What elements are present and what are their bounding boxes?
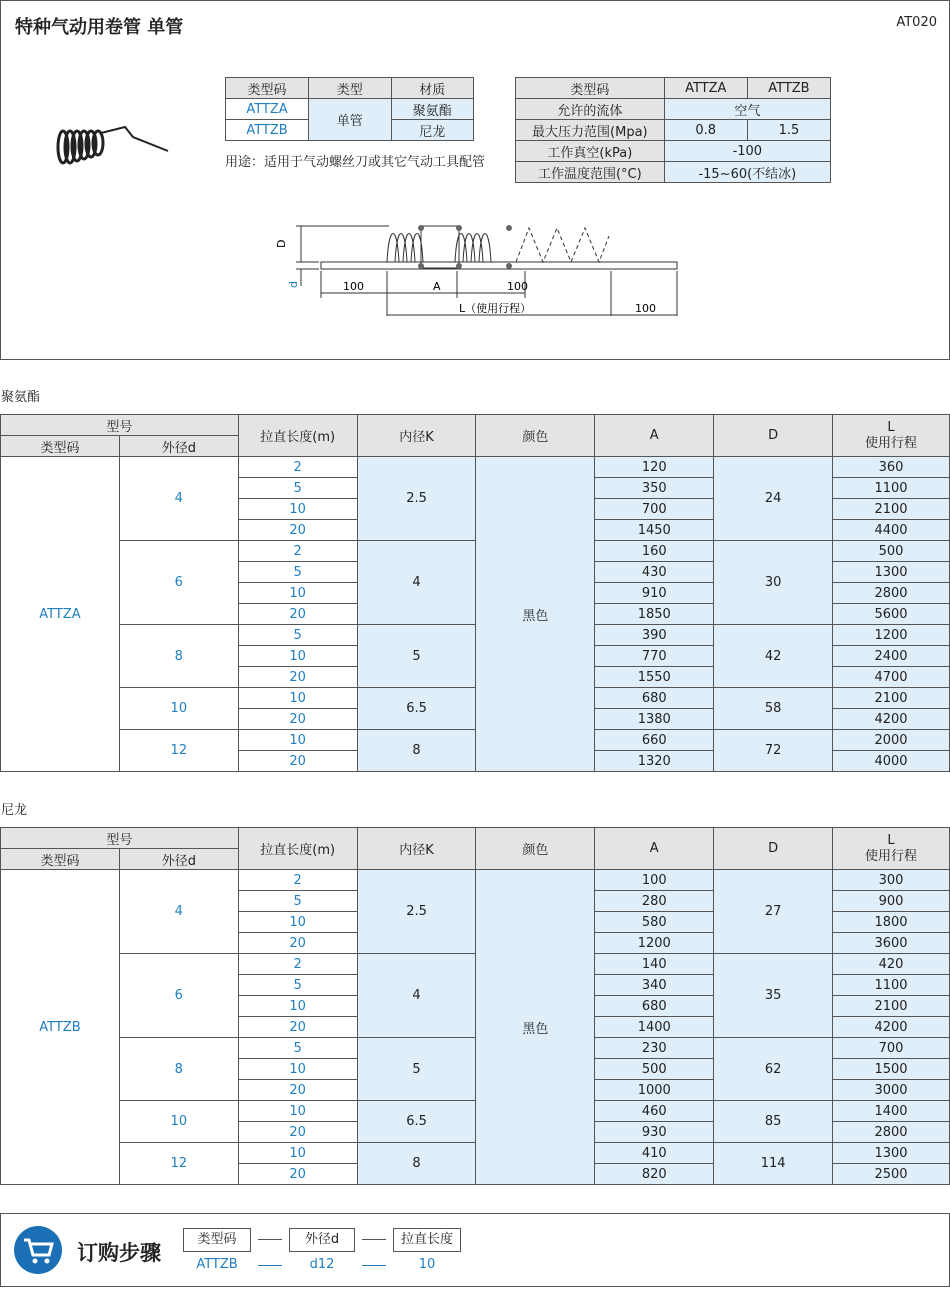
table-row xyxy=(1,1038,950,1059)
a-cell: 390 xyxy=(595,625,714,646)
header-type-code: 类型码 xyxy=(1,436,120,457)
type-code-cell: ATTZA xyxy=(1,457,120,772)
table-row xyxy=(1,870,950,891)
od-cell: 12 xyxy=(119,1143,238,1185)
od-cell: 12 xyxy=(119,730,238,772)
a-cell: 340 xyxy=(595,975,714,996)
a-cell: 700 xyxy=(595,499,714,520)
spec-value: -15~60(不结冰) xyxy=(664,162,830,183)
product-code: AT020 xyxy=(896,15,937,30)
material-row-material: 尼龙 xyxy=(391,120,473,141)
a-cell: 1400 xyxy=(595,1017,714,1038)
order-value-type: ATTZB xyxy=(196,1257,238,1272)
length-cell: 10 xyxy=(238,730,357,751)
dim-A: A xyxy=(433,280,441,293)
material-header-material: 材质 xyxy=(391,78,473,99)
product-panel xyxy=(0,0,950,360)
l-cell: 1100 xyxy=(833,975,950,996)
spec-table xyxy=(0,414,950,772)
dim-D: D xyxy=(275,239,288,248)
od-cell: 10 xyxy=(119,688,238,730)
od-cell: 10 xyxy=(119,1101,238,1143)
l-cell: 3000 xyxy=(833,1080,950,1101)
l-cell: 1500 xyxy=(833,1059,950,1080)
order-separator xyxy=(258,1239,282,1240)
d-cell: 35 xyxy=(714,954,833,1038)
header-od: 外径d xyxy=(119,849,238,870)
l-cell: 2800 xyxy=(833,583,950,604)
spec-table xyxy=(0,827,950,1185)
l-cell: 1300 xyxy=(833,562,950,583)
header-length: 拉直长度(m) xyxy=(238,415,357,457)
inner-k-cell: 2.5 xyxy=(357,870,476,954)
l-cell: 4200 xyxy=(833,1017,950,1038)
a-cell: 1450 xyxy=(595,520,714,541)
length-cell: 5 xyxy=(238,478,357,499)
l-cell: 1200 xyxy=(833,625,950,646)
length-cell: 10 xyxy=(238,499,357,520)
material-row-code: ATTZB xyxy=(226,120,309,141)
header-a: A xyxy=(595,828,714,870)
length-cell: 10 xyxy=(238,1143,357,1164)
inner-k-cell: 8 xyxy=(357,730,476,772)
order-value-od: d12 xyxy=(309,1257,335,1272)
material-row-material: 聚氨酯 xyxy=(391,99,473,120)
l-cell: 2000 xyxy=(833,730,950,751)
spec-table xyxy=(515,77,831,183)
a-cell: 680 xyxy=(595,996,714,1017)
d-cell: 114 xyxy=(714,1143,833,1185)
l-cell: 4200 xyxy=(833,709,950,730)
length-cell: 20 xyxy=(238,709,357,730)
table-row xyxy=(1,541,950,562)
a-cell: 230 xyxy=(595,1038,714,1059)
l-cell: 2100 xyxy=(833,499,950,520)
material-row-code: ATTZA xyxy=(226,99,309,120)
material-type: 单管 xyxy=(309,99,391,141)
length-cell: 20 xyxy=(238,1164,357,1185)
a-cell: 910 xyxy=(595,583,714,604)
a-cell: 930 xyxy=(595,1122,714,1143)
l-cell: 5600 xyxy=(833,604,950,625)
d-cell: 42 xyxy=(714,625,833,688)
l-cell: 900 xyxy=(833,891,950,912)
l-cell: 2100 xyxy=(833,996,950,1017)
header-length: 拉直长度(m) xyxy=(238,828,357,870)
l-cell: 2800 xyxy=(833,1122,950,1143)
color-cell: 黑色 xyxy=(476,870,595,1185)
table-row xyxy=(1,1143,950,1164)
header-a: A xyxy=(595,415,714,457)
inner-k-cell: 6.5 xyxy=(357,688,476,730)
table-row xyxy=(1,625,950,646)
section-title-pu: 聚氨酯 xyxy=(1,390,41,405)
a-cell: 1000 xyxy=(595,1080,714,1101)
l-cell: 1100 xyxy=(833,478,950,499)
l-cell: 4000 xyxy=(833,751,950,772)
length-cell: 10 xyxy=(238,1059,357,1080)
l-cell: 700 xyxy=(833,1038,950,1059)
length-cell: 2 xyxy=(238,457,357,478)
a-cell: 430 xyxy=(595,562,714,583)
coil-tube-image xyxy=(53,119,173,169)
dim-d: d xyxy=(287,281,300,288)
od-cell: 8 xyxy=(119,625,238,688)
d-cell: 58 xyxy=(714,688,833,730)
a-cell: 1320 xyxy=(595,751,714,772)
a-cell: 770 xyxy=(595,646,714,667)
a-cell: 1200 xyxy=(595,933,714,954)
spec-label: 工作温度范围(°C) xyxy=(516,162,665,183)
length-cell: 20 xyxy=(238,520,357,541)
dim-100-mid: 100 xyxy=(507,280,528,293)
header-type-code: 类型码 xyxy=(1,849,120,870)
length-cell: 10 xyxy=(238,1101,357,1122)
l-cell: 2400 xyxy=(833,646,950,667)
material-header-type-code: 类型码 xyxy=(226,78,309,99)
order-separator xyxy=(258,1265,282,1266)
length-cell: 5 xyxy=(238,975,357,996)
l-cell: 420 xyxy=(833,954,950,975)
d-cell: 27 xyxy=(714,870,833,954)
a-cell: 820 xyxy=(595,1164,714,1185)
header-l xyxy=(833,415,950,457)
inner-k-cell: 2.5 xyxy=(357,457,476,541)
d-cell: 62 xyxy=(714,1038,833,1101)
l-cell: 4400 xyxy=(833,520,950,541)
length-cell: 5 xyxy=(238,1038,357,1059)
spec-value: 0.8 xyxy=(664,120,747,141)
a-cell: 120 xyxy=(595,457,714,478)
od-cell: 6 xyxy=(119,954,238,1038)
length-cell: 20 xyxy=(238,604,357,625)
l-cell: 1300 xyxy=(833,1143,950,1164)
l-cell: 300 xyxy=(833,870,950,891)
header-l xyxy=(833,828,950,870)
a-cell: 280 xyxy=(595,891,714,912)
length-cell: 5 xyxy=(238,625,357,646)
table-row xyxy=(1,954,950,975)
order-steps xyxy=(0,1213,950,1287)
table-row xyxy=(1,730,950,751)
header-model: 型号 xyxy=(1,828,239,849)
color-cell: 黑色 xyxy=(476,457,595,772)
order-title: 订购步骤 xyxy=(77,1241,161,1265)
a-cell: 1850 xyxy=(595,604,714,625)
order-separator xyxy=(362,1265,386,1266)
header-l-label: L xyxy=(887,832,895,848)
a-cell: 500 xyxy=(595,1059,714,1080)
section-title-nylon: 尼龙 xyxy=(1,803,28,818)
length-cell: 10 xyxy=(238,646,357,667)
header-color: 颜色 xyxy=(476,828,595,870)
a-cell: 460 xyxy=(595,1101,714,1122)
length-cell: 20 xyxy=(238,933,357,954)
a-cell: 1380 xyxy=(595,709,714,730)
length-cell: 20 xyxy=(238,1017,357,1038)
inner-k-cell: 8 xyxy=(357,1143,476,1185)
page-title: 特种气动用卷管 单管 xyxy=(15,17,184,38)
dimension-diagram xyxy=(271,216,691,321)
material-header-type: 类型 xyxy=(309,78,391,99)
od-cell: 4 xyxy=(119,457,238,541)
material-table xyxy=(225,77,474,141)
a-cell: 660 xyxy=(595,730,714,751)
l-cell: 1400 xyxy=(833,1101,950,1122)
a-cell: 140 xyxy=(595,954,714,975)
dim-100-left: 100 xyxy=(343,280,364,293)
usage-text: 用途：适用于气动螺丝刀或其它气动工具配管 xyxy=(225,155,486,170)
spec-label: 工作真空(kPa) xyxy=(516,141,665,162)
header-l-sub: 使用行程 xyxy=(865,848,918,864)
length-cell: 20 xyxy=(238,1080,357,1101)
inner-k-cell: 6.5 xyxy=(357,1101,476,1143)
d-cell: 24 xyxy=(714,457,833,541)
length-cell: 5 xyxy=(238,562,357,583)
a-cell: 100 xyxy=(595,870,714,891)
header-inner-k: 内径K xyxy=(357,415,476,457)
a-cell: 580 xyxy=(595,912,714,933)
inner-k-cell: 4 xyxy=(357,541,476,625)
od-cell: 4 xyxy=(119,870,238,954)
spec-value: 1.5 xyxy=(747,120,830,141)
spec-header: ATTZA xyxy=(664,78,747,99)
header-l-sub: 使用行程 xyxy=(865,435,918,451)
dim-100-right: 100 xyxy=(635,302,656,315)
spec-header: 类型码 xyxy=(516,78,665,99)
length-cell: 2 xyxy=(238,954,357,975)
length-cell: 2 xyxy=(238,541,357,562)
cart-icon xyxy=(13,1225,63,1275)
dim-L: L（使用行程） xyxy=(459,302,532,315)
a-cell: 1550 xyxy=(595,667,714,688)
d-cell: 30 xyxy=(714,541,833,625)
length-cell: 20 xyxy=(238,751,357,772)
d-cell: 85 xyxy=(714,1101,833,1143)
length-cell: 2 xyxy=(238,870,357,891)
length-cell: 10 xyxy=(238,996,357,1017)
length-cell: 10 xyxy=(238,583,357,604)
length-cell: 10 xyxy=(238,912,357,933)
table-row xyxy=(1,688,950,709)
type-code-cell: ATTZB xyxy=(1,870,120,1185)
length-cell: 5 xyxy=(238,891,357,912)
header-model: 型号 xyxy=(1,415,239,436)
length-cell: 20 xyxy=(238,667,357,688)
length-cell: 10 xyxy=(238,688,357,709)
od-cell: 6 xyxy=(119,541,238,625)
header-l-label: L xyxy=(887,419,895,435)
l-cell: 2100 xyxy=(833,688,950,709)
od-cell: 8 xyxy=(119,1038,238,1101)
order-label-od: 外径d xyxy=(289,1228,355,1252)
header-d: D xyxy=(714,828,833,870)
l-cell: 1800 xyxy=(833,912,950,933)
a-cell: 410 xyxy=(595,1143,714,1164)
header-od: 外径d xyxy=(119,436,238,457)
l-cell: 500 xyxy=(833,541,950,562)
table-row xyxy=(1,1101,950,1122)
spec-label: 最大压力范围(Mpa) xyxy=(516,120,665,141)
length-cell: 20 xyxy=(238,1122,357,1143)
header-color: 颜色 xyxy=(476,415,595,457)
l-cell: 360 xyxy=(833,457,950,478)
inner-k-cell: 4 xyxy=(357,954,476,1038)
header-d: D xyxy=(714,415,833,457)
spec-value: 空气 xyxy=(664,99,830,120)
spec-value: -100 xyxy=(664,141,830,162)
spec-header: ATTZB xyxy=(747,78,830,99)
l-cell: 3600 xyxy=(833,933,950,954)
inner-k-cell: 5 xyxy=(357,625,476,688)
order-value-length: 10 xyxy=(418,1257,436,1272)
order-separator xyxy=(362,1239,386,1240)
a-cell: 160 xyxy=(595,541,714,562)
a-cell: 350 xyxy=(595,478,714,499)
order-label-type: 类型码 xyxy=(183,1228,251,1252)
inner-k-cell: 5 xyxy=(357,1038,476,1101)
table-row xyxy=(1,457,950,478)
l-cell: 4700 xyxy=(833,667,950,688)
order-label-length: 拉直长度 xyxy=(393,1228,461,1252)
d-cell: 72 xyxy=(714,730,833,772)
spec-label: 允许的流体 xyxy=(516,99,665,120)
l-cell: 2500 xyxy=(833,1164,950,1185)
header-inner-k: 内径K xyxy=(357,828,476,870)
a-cell: 680 xyxy=(595,688,714,709)
